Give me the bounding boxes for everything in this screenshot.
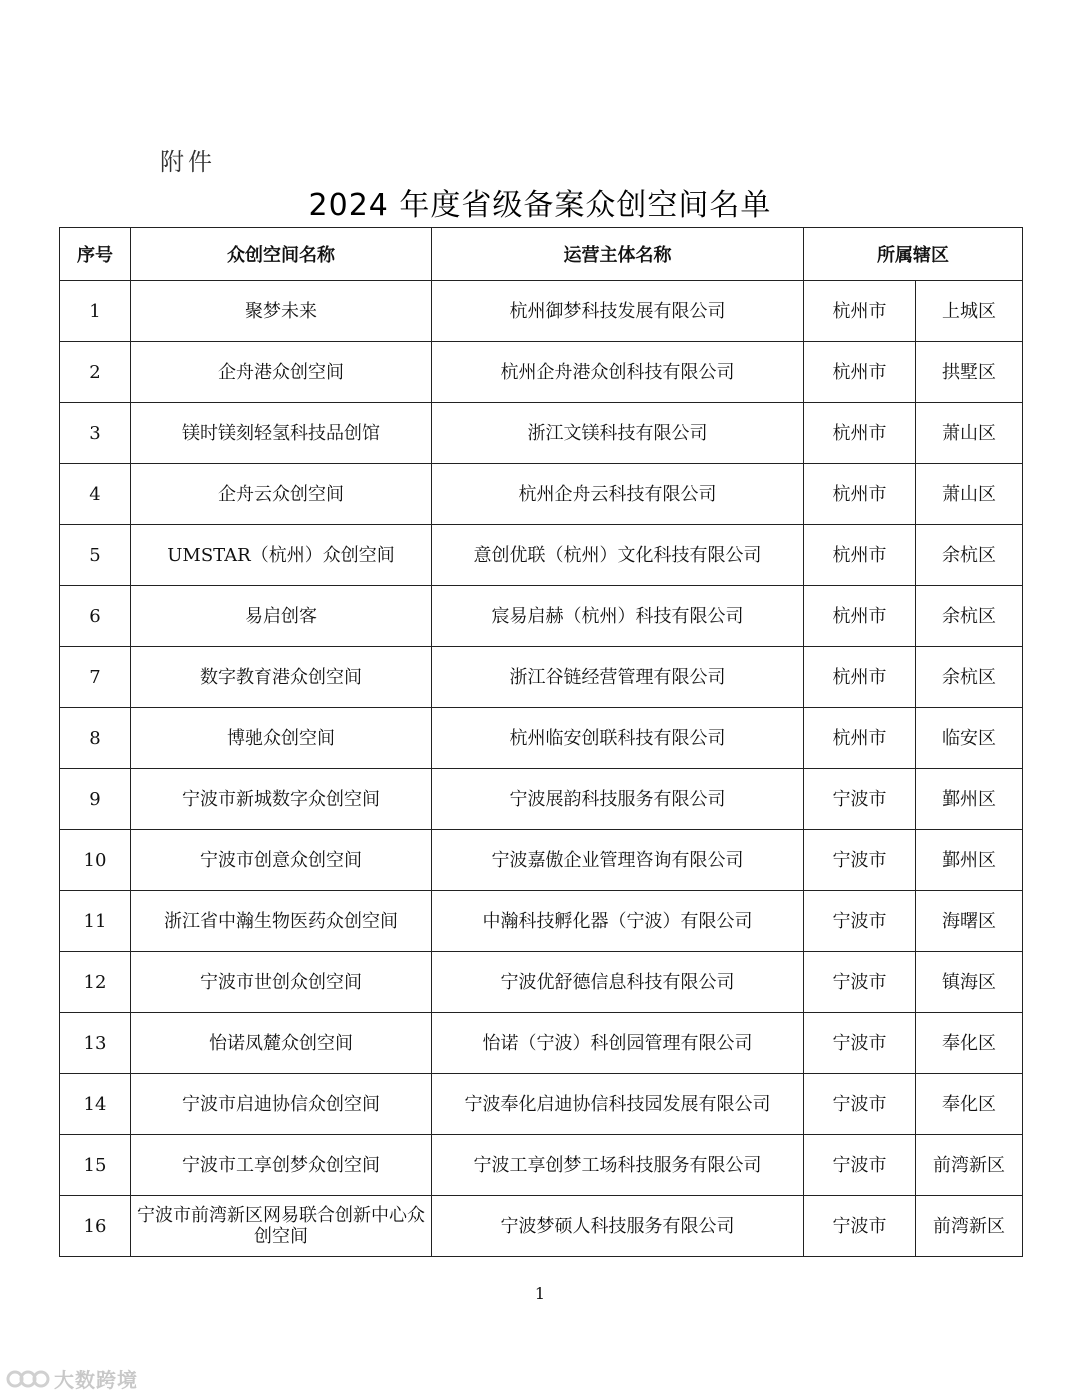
row-city: 杭州市 — [804, 647, 916, 708]
row-operator: 杭州企舟云科技有限公司 — [432, 464, 804, 525]
table-row — [60, 586, 1023, 647]
table-row — [60, 525, 1023, 586]
table-row — [60, 1074, 1023, 1135]
row-district: 鄞州区 — [916, 830, 1023, 891]
row-seq: 13 — [60, 1013, 131, 1074]
row-space-name: 宁波市世创众创空间 — [131, 952, 432, 1013]
row-district: 奉化区 — [916, 1074, 1023, 1135]
header-seq: 序号 — [60, 228, 131, 281]
row-district: 余杭区 — [916, 525, 1023, 586]
row-space-name: 宁波市前湾新区网易联合创新中心众创空间 — [131, 1196, 432, 1257]
row-space-name: 镁时镁刻轻氢科技品创馆 — [131, 403, 432, 464]
incubator-list-table — [59, 227, 1023, 1257]
table-row — [60, 342, 1023, 403]
row-district: 前湾新区 — [916, 1135, 1023, 1196]
row-space-name: 宁波市工享创梦众创空间 — [131, 1135, 432, 1196]
row-city: 宁波市 — [804, 769, 916, 830]
table-row — [60, 281, 1023, 342]
row-city: 宁波市 — [804, 891, 916, 952]
row-district: 萧山区 — [916, 464, 1023, 525]
row-operator: 宁波工享创梦工场科技服务有限公司 — [432, 1135, 804, 1196]
row-district: 萧山区 — [916, 403, 1023, 464]
table-row — [60, 891, 1023, 952]
table-row — [60, 1135, 1023, 1196]
row-space-name: 易启创客 — [131, 586, 432, 647]
row-operator: 杭州临安创联科技有限公司 — [432, 708, 804, 769]
table-row — [60, 1013, 1023, 1074]
row-operator: 中瀚科技孵化器（宁波）有限公司 — [432, 891, 804, 952]
row-operator: 宸易启赫（杭州）科技有限公司 — [432, 586, 804, 647]
row-operator: 意创优联（杭州）文化科技有限公司 — [432, 525, 804, 586]
watermark — [6, 1364, 138, 1393]
row-city: 杭州市 — [804, 342, 916, 403]
row-space-name: 数字教育港众创空间 — [131, 647, 432, 708]
row-seq: 11 — [60, 891, 131, 952]
row-operator: 杭州御梦科技发展有限公司 — [432, 281, 804, 342]
row-seq: 16 — [60, 1196, 131, 1257]
header-operator: 运营主体名称 — [432, 228, 804, 281]
row-district: 拱墅区 — [916, 342, 1023, 403]
row-operator: 宁波奉化启迪协信科技园发展有限公司 — [432, 1074, 804, 1135]
row-seq: 5 — [60, 525, 131, 586]
row-seq: 2 — [60, 342, 131, 403]
row-seq: 10 — [60, 830, 131, 891]
row-seq: 3 — [60, 403, 131, 464]
row-space-name: UMSTAR（杭州）众创空间 — [131, 525, 432, 586]
annex-label: 附件 — [160, 148, 216, 176]
row-city: 杭州市 — [804, 464, 916, 525]
table-row — [60, 403, 1023, 464]
row-operator: 宁波嘉傲企业管理咨询有限公司 — [432, 830, 804, 891]
table-row — [60, 1196, 1023, 1257]
row-city: 杭州市 — [804, 403, 916, 464]
row-space-name: 宁波市启迪协信众创空间 — [131, 1074, 432, 1135]
row-space-name: 聚梦未来 — [131, 281, 432, 342]
row-operator: 宁波优舒德信息科技有限公司 — [432, 952, 804, 1013]
row-seq: 7 — [60, 647, 131, 708]
watermark-text: 大数跨境 — [54, 1368, 138, 1392]
row-city: 杭州市 — [804, 708, 916, 769]
row-space-name: 博驰众创空间 — [131, 708, 432, 769]
row-seq: 1 — [60, 281, 131, 342]
row-seq: 12 — [60, 952, 131, 1013]
row-city: 杭州市 — [804, 525, 916, 586]
row-seq: 15 — [60, 1135, 131, 1196]
row-operator: 浙江谷链经营管理有限公司 — [432, 647, 804, 708]
row-city: 杭州市 — [804, 586, 916, 647]
row-district: 鄞州区 — [916, 769, 1023, 830]
row-operator: 怡诺（宁波）科创园管理有限公司 — [432, 1013, 804, 1074]
row-operator: 浙江文镁科技有限公司 — [432, 403, 804, 464]
table-row — [60, 769, 1023, 830]
row-space-name: 怡诺凤麓众创空间 — [131, 1013, 432, 1074]
row-space-name: 企舟港众创空间 — [131, 342, 432, 403]
row-operator: 宁波梦硕人科技服务有限公司 — [432, 1196, 804, 1257]
row-district: 奉化区 — [916, 1013, 1023, 1074]
header-district: 所属辖区 — [804, 228, 1023, 281]
row-space-name: 宁波市创意众创空间 — [131, 830, 432, 891]
row-district: 海曙区 — [916, 891, 1023, 952]
table-row — [60, 708, 1023, 769]
row-district: 余杭区 — [916, 647, 1023, 708]
row-district: 镇海区 — [916, 952, 1023, 1013]
row-city: 宁波市 — [804, 1135, 916, 1196]
watermark-logo-icon — [6, 1368, 50, 1390]
row-district: 临安区 — [916, 708, 1023, 769]
row-seq: 6 — [60, 586, 131, 647]
row-seq: 4 — [60, 464, 131, 525]
row-seq: 14 — [60, 1074, 131, 1135]
row-seq: 9 — [60, 769, 131, 830]
row-operator: 杭州企舟港众创科技有限公司 — [432, 342, 804, 403]
table-row — [60, 464, 1023, 525]
table-row — [60, 647, 1023, 708]
row-district: 余杭区 — [916, 586, 1023, 647]
table-header-row — [60, 228, 1023, 281]
row-city: 宁波市 — [804, 1074, 916, 1135]
row-city: 宁波市 — [804, 952, 916, 1013]
row-city: 宁波市 — [804, 1196, 916, 1257]
row-operator: 宁波展韵科技服务有限公司 — [432, 769, 804, 830]
table-row — [60, 830, 1023, 891]
page-number: 1 — [534, 1284, 546, 1303]
table-row — [60, 952, 1023, 1013]
row-space-name: 宁波市新城数字众创空间 — [131, 769, 432, 830]
row-seq: 8 — [60, 708, 131, 769]
row-city: 宁波市 — [804, 1013, 916, 1074]
row-district: 前湾新区 — [916, 1196, 1023, 1257]
document-title: 2024 年度省级备案众创空间名单 — [308, 188, 772, 223]
header-space-name: 众创空间名称 — [131, 228, 432, 281]
row-space-name: 企舟云众创空间 — [131, 464, 432, 525]
row-space-name: 浙江省中瀚生物医药众创空间 — [131, 891, 432, 952]
row-city: 杭州市 — [804, 281, 916, 342]
row-city: 宁波市 — [804, 830, 916, 891]
row-district: 上城区 — [916, 281, 1023, 342]
